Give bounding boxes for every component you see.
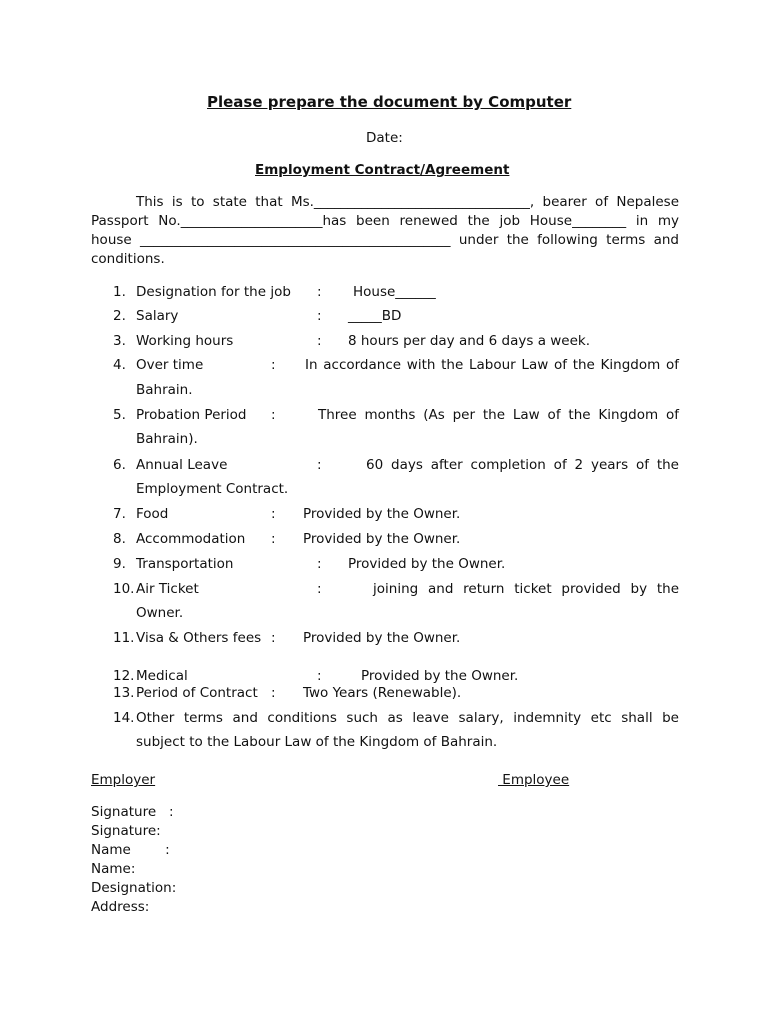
term-colon: : bbox=[271, 506, 276, 522]
signature-field: Signature : bbox=[91, 804, 174, 820]
term-colon: : bbox=[271, 630, 276, 646]
term-value: House______ bbox=[353, 284, 436, 300]
employer-heading: Employer bbox=[91, 772, 156, 788]
term-value: 60 days after completion of 2 years of the bbox=[366, 457, 679, 473]
term-number: 2. bbox=[113, 308, 126, 324]
name-field: Name: bbox=[91, 861, 136, 877]
term-value: 8 hours per day and 6 days a week. bbox=[348, 333, 591, 349]
term-number: 8. bbox=[113, 531, 126, 547]
term-continuation: Owner. bbox=[136, 605, 184, 621]
date-label: Date: bbox=[366, 130, 403, 146]
term-label: Designation for the job bbox=[136, 284, 291, 300]
term-label: Air Ticket bbox=[136, 581, 199, 597]
term-label: Other terms and conditions such as leave salary, indemnity etc shall be bbox=[136, 710, 679, 726]
term-colon: : bbox=[317, 581, 322, 597]
term-label: Salary bbox=[136, 308, 179, 324]
term-number: 13. bbox=[113, 685, 135, 701]
term-colon: : bbox=[317, 556, 322, 572]
term-label: Over time bbox=[136, 357, 204, 373]
term-continuation: Bahrain. bbox=[136, 382, 193, 398]
term-label: Annual Leave bbox=[136, 457, 228, 473]
term-value: Provided by the Owner. bbox=[348, 556, 506, 572]
term-number: 14. bbox=[113, 710, 135, 726]
term-value: Provided by the Owner. bbox=[303, 531, 461, 547]
intro-line: house ______________________________________________ under the following terms and bbox=[91, 232, 679, 248]
term-number: 1. bbox=[113, 284, 126, 300]
term-number: 6. bbox=[113, 457, 126, 473]
contract-subtitle: Employment Contract/Agreement bbox=[255, 162, 510, 178]
term-label: Period of Contract bbox=[136, 685, 258, 701]
term-colon: : bbox=[317, 308, 322, 324]
term-colon: : bbox=[317, 457, 322, 473]
term-number: 4. bbox=[113, 357, 126, 373]
designation-field: Designation: bbox=[91, 880, 177, 896]
term-number: 7. bbox=[113, 506, 126, 522]
term-label: Transportation bbox=[136, 556, 234, 572]
term-colon: : bbox=[271, 685, 276, 701]
page-title: Please prepare the document by Computer bbox=[207, 93, 572, 111]
term-colon: : bbox=[271, 357, 276, 373]
term-continuation: Employment Contract. bbox=[136, 481, 289, 497]
term-number: 10. bbox=[113, 581, 135, 597]
term-label: Visa & Others fees bbox=[136, 630, 262, 646]
term-colon: : bbox=[271, 531, 276, 547]
intro-line: This is to state that Ms.________________________________, bearer of Nepalese bbox=[136, 194, 679, 210]
term-value: Two Years (Renewable). bbox=[303, 685, 462, 701]
term-number: 9. bbox=[113, 556, 126, 572]
term-value: Three months (As per the Law of the Kingdom of bbox=[318, 407, 679, 423]
term-value: In accordance with the Labour Law of the Kingdom of bbox=[305, 357, 679, 373]
address-field: Address: bbox=[91, 899, 150, 915]
term-colon: : bbox=[317, 284, 322, 300]
intro-line: Passport No._____________________has been renewed the job House________ in my bbox=[91, 213, 679, 229]
term-value: Provided by the Owner. bbox=[361, 668, 519, 684]
term-label: Food bbox=[136, 506, 169, 522]
term-label: Working hours bbox=[136, 333, 234, 349]
name-field: Name : bbox=[91, 842, 170, 858]
employee-heading: Employee bbox=[498, 772, 570, 788]
term-continuation: subject to the Labour Law of the Kingdom of Bahrain. bbox=[136, 734, 498, 750]
term-value: joining and return ticket provided by the bbox=[373, 581, 679, 597]
term-continuation: Bahrain). bbox=[136, 431, 198, 447]
term-number: 5. bbox=[113, 407, 126, 423]
term-colon: : bbox=[317, 333, 322, 349]
term-colon: : bbox=[271, 407, 276, 423]
term-number: 12. bbox=[113, 668, 135, 684]
intro-line: conditions. bbox=[91, 251, 165, 267]
term-label: Medical bbox=[136, 668, 188, 684]
term-label: Probation Period bbox=[136, 407, 247, 423]
term-number: 3. bbox=[113, 333, 126, 349]
signature-field: Signature: bbox=[91, 823, 161, 839]
term-number: 11. bbox=[113, 630, 135, 646]
term-value: Provided by the Owner. bbox=[303, 506, 461, 522]
term-value: _____BD bbox=[348, 308, 402, 324]
term-colon: : bbox=[317, 668, 322, 684]
term-label: Accommodation bbox=[136, 531, 246, 547]
term-value: Provided by the Owner. bbox=[303, 630, 461, 646]
